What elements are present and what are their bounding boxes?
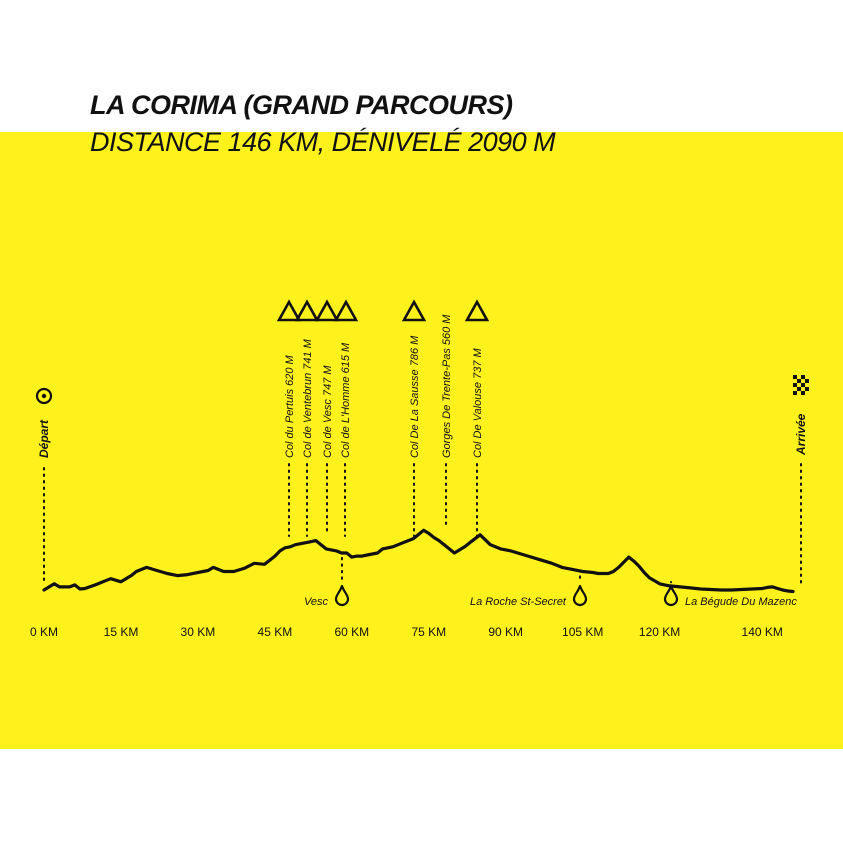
water-drop-icon: [574, 586, 586, 605]
finish-flag-cell: [801, 391, 805, 395]
water-drop-icon: [665, 586, 677, 605]
water-point-label: Vesc: [303, 596, 328, 608]
finish-flag-cell: [805, 379, 809, 383]
finish-flag-cell: [793, 391, 797, 395]
finish-flag-cell: [793, 375, 797, 379]
water-point-label: La Roche St-Secret: [470, 596, 566, 608]
climb-label: Col du Pertuis 620 M: [284, 355, 296, 458]
climb-triangle-icon: [317, 302, 337, 320]
finish-flag-cell: [797, 387, 801, 391]
start-label: Départ: [37, 419, 51, 458]
x-tick-label: 140 KM: [741, 625, 783, 639]
climb-triangle-icon: [279, 302, 299, 320]
x-tick-label: 90 KM: [488, 625, 524, 639]
climb-label: Col de Vesc 747 M: [322, 365, 334, 458]
climb-label: Gorges De Trente-Pas 560 M: [441, 314, 453, 458]
x-tick-label: 45 KM: [257, 625, 293, 639]
x-tick-label: 75 KM: [411, 625, 447, 639]
climb-label: Col de Ventebrun 741 M: [302, 339, 314, 458]
elevation-line: [44, 530, 793, 591]
finish-flag-cell: [797, 379, 801, 383]
finish-flag-cell: [793, 383, 797, 387]
finish-flag-cell: [805, 387, 809, 391]
chart-subtitle: DISTANCE 146 KM, DÉNIVELÉ 2090 M: [90, 127, 556, 157]
climb-triangle-icon: [404, 302, 424, 320]
chart-title: LA CORIMA (GRAND PARCOURS): [90, 90, 513, 120]
climb-triangle-icon: [297, 302, 317, 320]
x-tick-label: 30 KM: [180, 625, 216, 639]
climb-triangle-icon: [467, 302, 487, 320]
x-tick-label: 120 KM: [638, 625, 681, 639]
x-tick-label: 60 KM: [334, 625, 370, 639]
finish-flag-cell: [801, 383, 805, 387]
climb-label: Col De Valouse 737 M: [472, 348, 484, 458]
water-point-label: La Bégude Du Mazenc: [685, 596, 797, 608]
climb-triangle-icon: [336, 302, 356, 320]
finish-flag-cell: [801, 375, 805, 379]
climb-label: Col De La Sausse 786 M: [409, 335, 421, 458]
x-tick-label: 15 KM: [103, 625, 139, 639]
climb-label: Col de L'Homme 615 M: [340, 342, 352, 458]
water-drop-icon: [336, 586, 348, 605]
finish-label: Arrivée: [794, 413, 808, 455]
x-tick-label: 105 KM: [562, 625, 604, 639]
x-tick-label: 0 KM: [29, 625, 59, 639]
start-icon-dot: [42, 394, 46, 398]
